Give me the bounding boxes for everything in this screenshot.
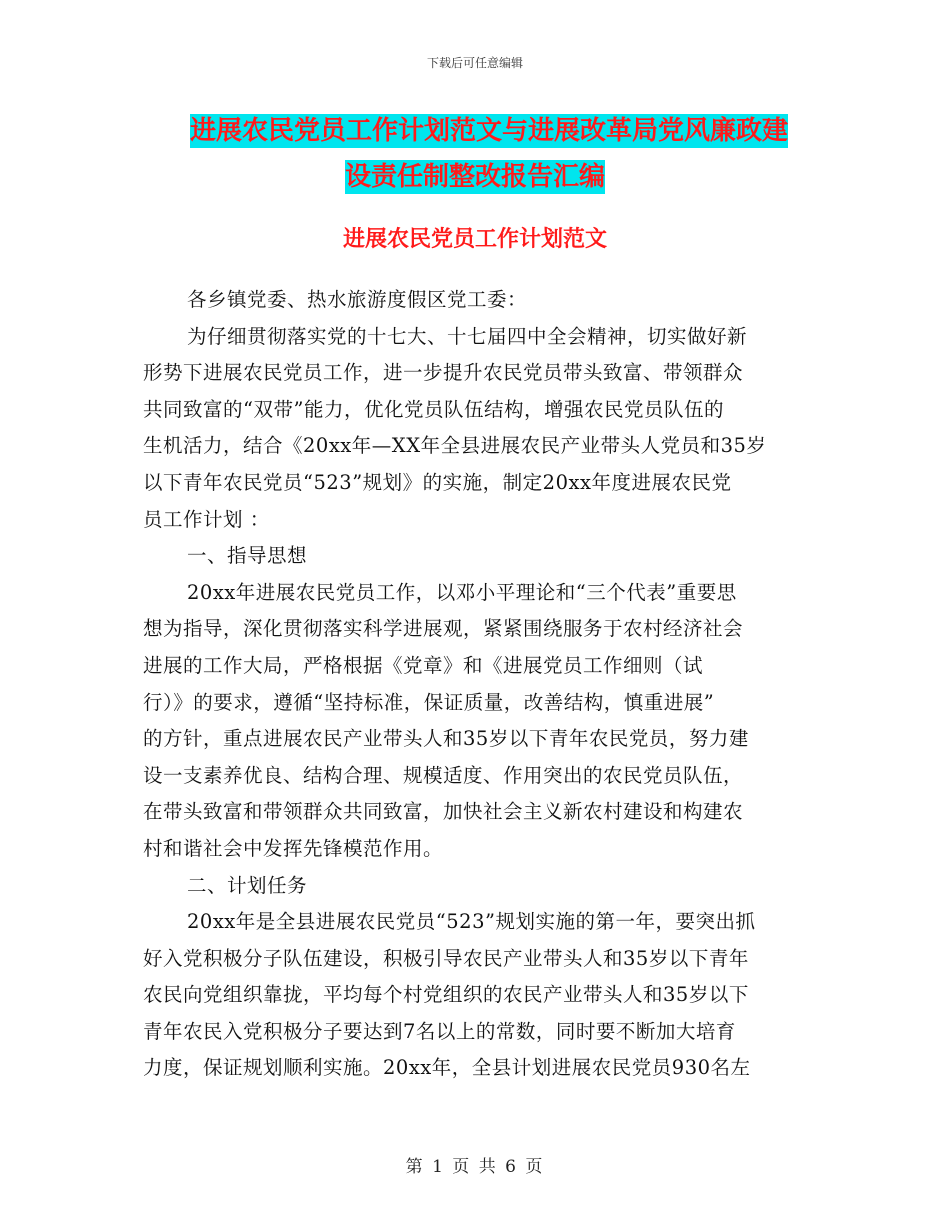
paragraph-line: 村和谐社会中发挥先锋模范作用。 xyxy=(143,836,444,860)
paragraph-line: 想为指导，深化贯彻落实科学进展观，紧紧围绕服务于农村经济社会 xyxy=(143,617,744,641)
document-title-line-2-text: 设责任制整改报告汇编 xyxy=(345,162,606,192)
paragraph-line: 20xx年是全县进展农民党员“523”规划实施的第一年，要突出抓 xyxy=(187,910,756,934)
section-heading: 二、计划任务 xyxy=(187,873,308,897)
document-title-line-1 xyxy=(190,108,810,154)
paragraph-line: 20xx年进展农民党员工作，以邓小平理论和“三个代表”重要思 xyxy=(187,580,737,604)
paragraph-line: 生机活力，结合《20xx年—XX年全县进展农民产业带头人党员和35岁 xyxy=(143,434,767,458)
salutation-line: 各乡镇党委、热水旅游度假区党工委： xyxy=(187,288,528,311)
paragraph-line: 力度，保证规划顺利实施。20xx年，全县计划进展农民党员930名左 xyxy=(143,1056,751,1080)
document-title-line-2 xyxy=(190,154,810,200)
paragraph-line: 好入党积极分子队伍建设，积极引导农民产业带头人和35岁以下青年 xyxy=(143,946,749,970)
page-header: 下载后可任意编辑 xyxy=(426,56,523,70)
section-heading: 一、指导思想 xyxy=(187,544,308,568)
paragraph-line: 进展的工作大局，严格根据《党章》和《进展党员工作细则（试 xyxy=(143,653,704,677)
page-footer: 第 1 页 共 6 页 xyxy=(405,1157,545,1177)
paragraph-line: 员工作计划 ： xyxy=(143,507,270,531)
document-title xyxy=(190,108,810,200)
paragraph-line: 农民向党组织靠拢，平均每个村党组织的农民产业带头人和35岁以下 xyxy=(143,983,749,1007)
paragraph-line: 在带头致富和带领群众共同致富，加快社会主义新农村建设和构建农 xyxy=(143,800,744,824)
paragraph-line: 共同致富的“双带”能力，优化党员队伍结构，增强农民党员队伍的 xyxy=(143,397,724,421)
paragraph-line: 形势下进展农民党员工作，进一步提升农民党员带头致富、带领群众 xyxy=(143,361,744,385)
paragraph-line: 以下青年农民党员“523”规划》的实施，制定20xx年度进展农民党 xyxy=(143,470,732,494)
paragraph-line: 青年农民入党积极分子要达到7名以上的常数，同时要不断加大培育 xyxy=(143,1019,736,1043)
paragraph-line: 设一支素养优良、结构合理、规模适度、作用突出的农民党员队伍， xyxy=(143,763,744,787)
paragraph-line: 为仔细贯彻落实党的十七大、十七届四中全会精神，切实做好新 xyxy=(187,324,748,348)
paragraph-line: 的方针，重点进展农民产业带头人和35岁以下青年农民党员，努力建 xyxy=(143,727,749,751)
section-title: 进展农民党员工作计划范文 xyxy=(342,227,607,252)
body-text xyxy=(143,282,811,1087)
document-title-line-1-text: 进展农民党员工作计划范文与进展改革局党风廉政建 xyxy=(190,116,789,146)
paragraph-line: 行）》的要求，遵循“坚持标准，保证质量，改善结构，慎重进展” xyxy=(143,690,715,714)
